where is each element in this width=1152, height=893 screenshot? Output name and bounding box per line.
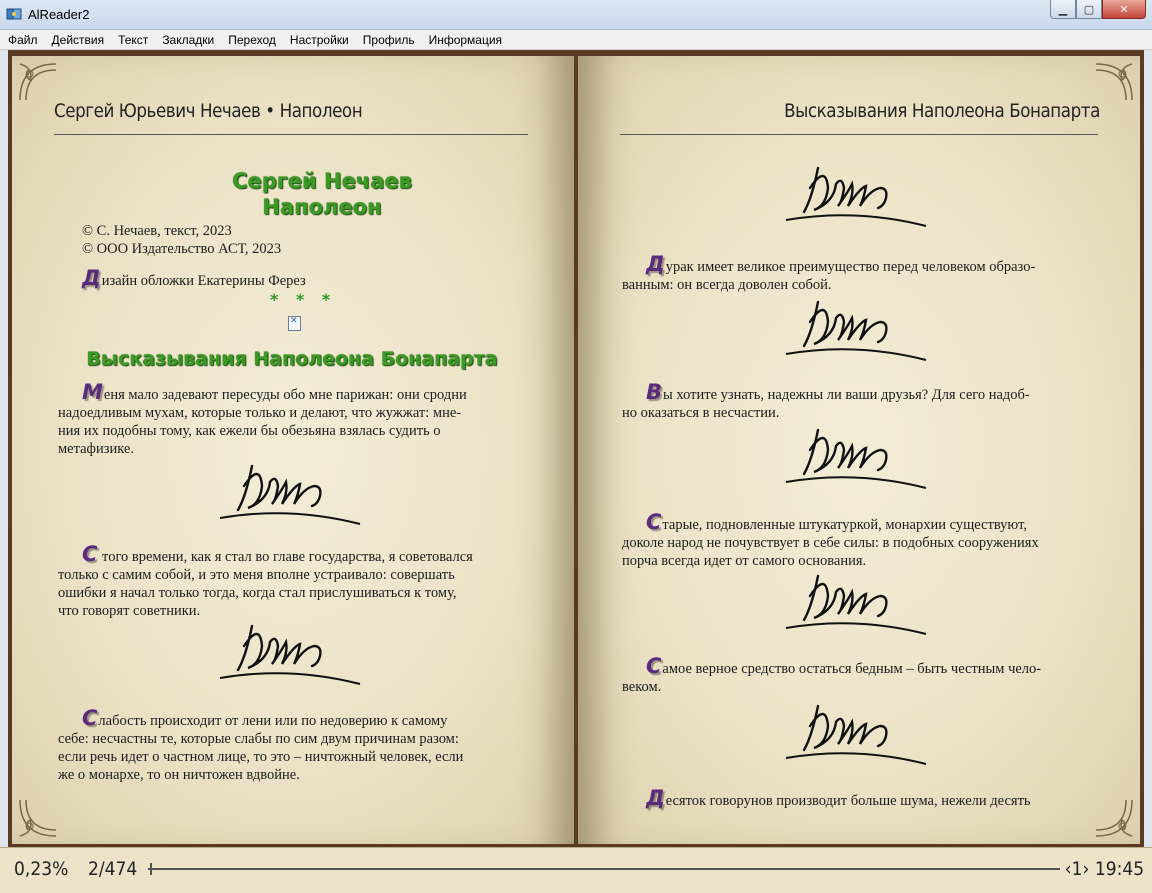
- quote-line: что говорят советники.: [58, 603, 201, 619]
- book-title-name: Наполеон: [262, 195, 382, 219]
- quote-paragraph: [622, 252, 1098, 294]
- quote-paragraph: [58, 706, 532, 784]
- menu-bookmarks[interactable]: Закладки: [162, 32, 215, 47]
- quote-line: же о монархе, то он ничтожен вдвойне.: [58, 767, 300, 783]
- corner-ornament-icon: [16, 794, 62, 840]
- menu-bar: [0, 30, 1152, 50]
- status-right: [1065, 858, 1144, 880]
- napoleon-signature-icon: [780, 292, 940, 368]
- quote-line: амое верное средство остаться бедным – быть честным чело-: [662, 661, 1042, 677]
- drop-cap: М: [82, 380, 103, 404]
- quote-line: веком.: [622, 679, 662, 695]
- header-rule: [620, 134, 1098, 135]
- cover-design-text: изайн обложки Екатерины Ферез: [101, 273, 306, 289]
- quote-paragraph: [622, 380, 1098, 422]
- book-view[interactable]: [8, 50, 1144, 847]
- left-page[interactable]: [12, 56, 574, 844]
- reading-percent: 0,23%: [14, 858, 69, 880]
- napoleon-signature-icon: [780, 158, 940, 234]
- running-header: Сергей Юрьевич Нечаев • Наполеон: [54, 100, 363, 122]
- napoleon-signature-icon: [780, 420, 940, 496]
- napoleon-signature-icon: [780, 696, 940, 772]
- running-header: Высказывания Наполеона Бонапарта: [784, 100, 1100, 122]
- menu-profile[interactable]: Профиль: [362, 32, 415, 47]
- copyright-block: [82, 222, 482, 258]
- quote-paragraph: [622, 786, 1098, 810]
- quote-line: надоедливым мухам, которые только и делают, что жужжат: мне-: [58, 405, 462, 421]
- quote-paragraph: [58, 380, 532, 458]
- napoleon-signature-icon: [780, 566, 940, 642]
- page-counter: 2/474: [88, 858, 138, 880]
- maximize-button[interactable]: ▢: [1076, 0, 1102, 19]
- drop-cap: С: [646, 510, 662, 534]
- quote-line: порча всегда идет от самого основания.: [622, 553, 867, 569]
- quote-line: ванным: он всегда доволен собой.: [622, 277, 832, 293]
- drop-cap: Д: [82, 266, 101, 290]
- title-bar: [0, 0, 1152, 30]
- quote-paragraph: [58, 542, 532, 620]
- alreader-icon: [6, 6, 22, 22]
- quote-line: ния их подобны тому, как ежели бы обезьяна взялась судить о: [58, 423, 441, 439]
- window-title: AlReader2: [28, 7, 90, 22]
- book-title: [172, 168, 472, 220]
- drop-cap: С: [646, 654, 662, 678]
- progress-track[interactable]: [148, 868, 1060, 870]
- drop-cap: С: [82, 542, 98, 566]
- quote-line: если речь идет о частном лице, то это – ничтожный человек, если: [58, 749, 464, 765]
- quote-line: урак имеет великое преимущество перед человеком образо-: [665, 259, 1036, 275]
- header-rule: [54, 134, 528, 135]
- quote-line: тарые, подновленные штукатуркой, монархии существуют,: [662, 517, 1027, 533]
- quote-paragraph: [622, 654, 1098, 696]
- book-title-author: Сергей Нечаев: [232, 169, 412, 193]
- copyright-line: © С. Нечаев, текст, 2023: [82, 223, 232, 239]
- drop-cap: Д: [646, 786, 665, 810]
- quote-line: доколе народ не почувствует в себе силы: в подобных сооружениях: [622, 535, 1039, 551]
- quote-line: себе: несчастны те, которые слабы по сим двум причинам разом:: [58, 731, 459, 747]
- quote-line: лабость происходит от лени или по недоверию к самому: [98, 713, 448, 729]
- menu-settings[interactable]: Настройки: [289, 32, 349, 47]
- quote-line: ы хотите узнать, надежны ли ваши друзья? Для сего надоб-: [663, 387, 1030, 403]
- quote-line: метафизике.: [58, 441, 134, 457]
- drop-cap: Д: [646, 252, 665, 276]
- quote-line: есяток говорунов производит больше шума, нежели десять: [665, 793, 1031, 809]
- napoleon-signature-icon: [214, 616, 374, 692]
- menu-file[interactable]: Файл: [8, 32, 38, 47]
- copyright-line: © ООО Издательство АСТ, 2023: [82, 241, 282, 257]
- section-title: Высказывания Наполеона Бонапарта: [86, 348, 498, 370]
- page-indicator: ‹1›: [1064, 858, 1090, 880]
- quote-paragraph: [622, 510, 1098, 570]
- drop-cap: В: [646, 380, 663, 404]
- minimize-button[interactable]: ▁: [1050, 0, 1076, 19]
- section-stars: * * *: [270, 290, 337, 309]
- menu-info[interactable]: Информация: [428, 32, 503, 47]
- quote-line: но оказаться в несчастии.: [622, 405, 780, 421]
- menu-text[interactable]: Текст: [118, 32, 149, 47]
- drop-cap: С: [82, 706, 98, 730]
- image-placeholder-icon: [288, 316, 301, 331]
- menu-navigate[interactable]: Переход: [228, 32, 276, 47]
- cover-design-credit: [82, 266, 482, 290]
- right-page[interactable]: [578, 56, 1140, 844]
- menu-actions[interactable]: Действия: [51, 32, 105, 47]
- quote-line: только с самим собой, и это меня вполне устраивало: совершать: [58, 567, 455, 583]
- napoleon-signature-icon: [214, 456, 374, 532]
- quote-line: еня мало задевают пересуды обо мне парижан: они сродни: [103, 387, 467, 403]
- quote-line: того времени, как я стал во главе государства, я советовался: [98, 549, 473, 565]
- clock: 19:45: [1094, 858, 1144, 880]
- progress-marker[interactable]: [150, 863, 152, 875]
- status-bar: [0, 847, 1152, 893]
- quote-line: ошибки я начал только тогда, когда стал прислушиваться к тому,: [58, 585, 457, 601]
- close-button[interactable]: ✕: [1102, 0, 1146, 19]
